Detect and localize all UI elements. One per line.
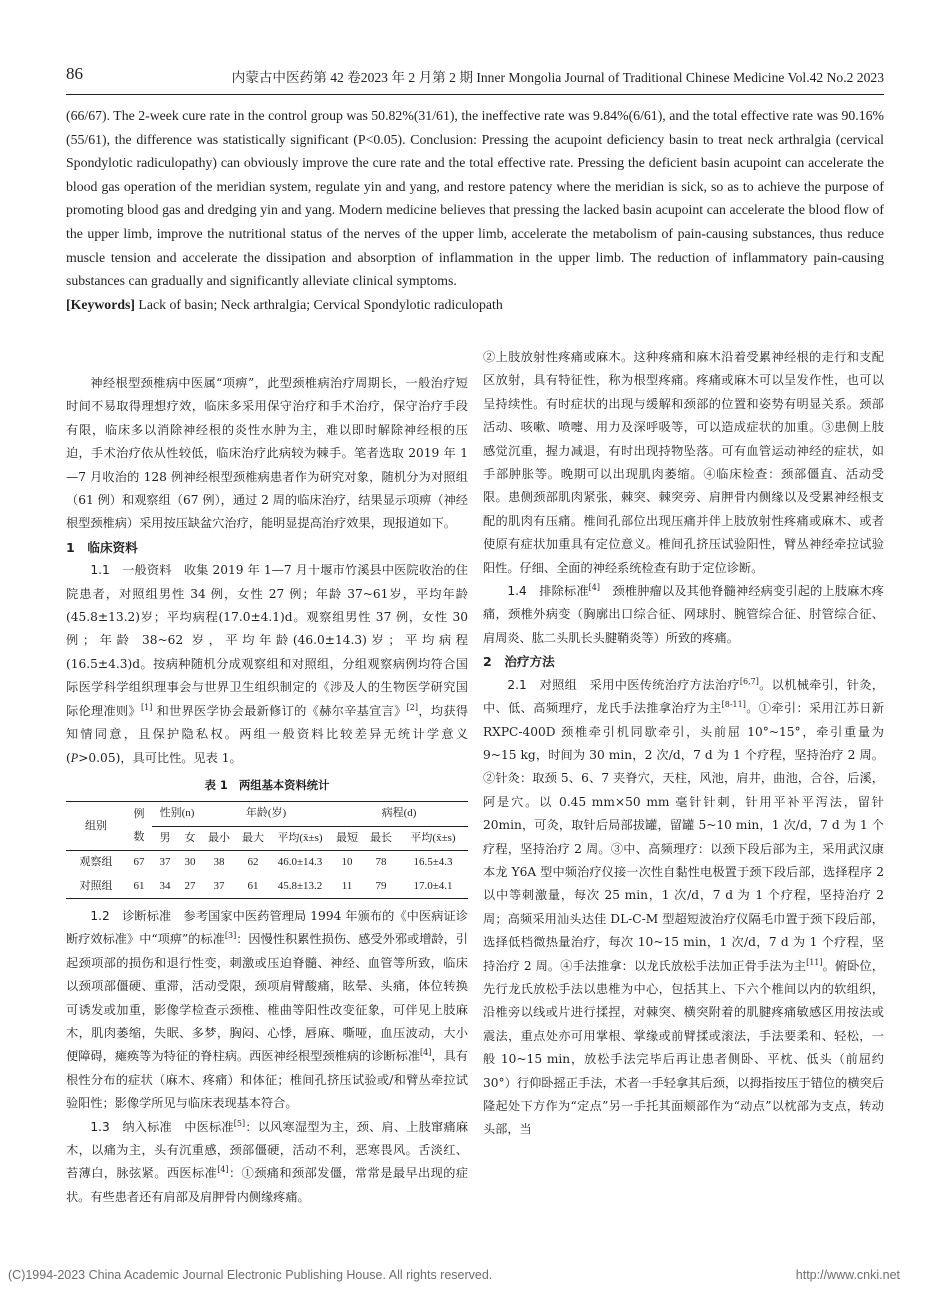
citation: [8-11] xyxy=(721,700,746,710)
text-run: 参考国家中医药管理局 1994 年颁布的《中医病证诊断疗效标准》中“项痹”的标准 xyxy=(66,908,468,947)
citation: [4] xyxy=(420,1048,432,1058)
table-row xyxy=(66,851,468,875)
citation: [5] xyxy=(233,1118,246,1128)
running-header xyxy=(66,64,884,90)
page-number: 86 xyxy=(66,64,83,83)
section-1-4 xyxy=(483,580,884,650)
copyright-text: (C)1994-2023 China Academic Journal Electronic Publishing House. All rights reserved. xyxy=(8,1268,493,1282)
table-cell: 46.0±14.3 xyxy=(277,856,323,869)
table-cell: 17.0±4.1 xyxy=(413,879,453,892)
section-1-2-heading: 1.2 诊断标准 xyxy=(90,908,172,923)
table-cell: 对照组 xyxy=(79,879,113,892)
citation: [1] xyxy=(141,702,153,712)
section-2-1 xyxy=(483,674,884,1142)
text-run: ，具有根性分布的症状（麻木、疼痛）和体征；椎间孔挤压试验或/和臂丛牵拉试验阳性；影像学所见与临床表现基本符合。 xyxy=(66,1049,469,1111)
section-1-heading: 1 临床资料 xyxy=(66,539,138,555)
text-run: 。俯卧位，先行龙氏放松手法以患椎为中心，包括其上、下六个椎间以内的软组织，沿椎旁以线或片进行揉捏，对棘突、横突附着的肌腱疼痛敏感区用按法或震法，重点处亦可用掌根、掌缘或前臂揉或滚法，手法要柔和、轻松，一般 10~15 min，放松手法完毕后再让患者侧卧、平枕、低头（前屈约 30°）行仰卧摇正手法，术者一手轻拿其后颈，以拇指按压于错位的横突后隆起处下方作为“定点”另一手托其面颊部作为“动点”以枕部为支点，转动头部，当 xyxy=(483,958,884,1137)
keywords xyxy=(66,294,884,316)
citation: [2] xyxy=(406,702,418,712)
section-1-3 xyxy=(66,1116,468,1210)
table-cell: 79 xyxy=(375,879,387,892)
keywords-label: [Keywords] xyxy=(66,297,135,312)
table-cell: 37 xyxy=(159,856,171,869)
table-cell: 11 xyxy=(341,879,353,892)
table-row xyxy=(66,875,468,899)
section-1-1 xyxy=(66,559,468,770)
col-female: 女 xyxy=(178,826,202,850)
keywords-text: Lack of basin; Neck arthralgia; Cervical Spondylotic radiculopath xyxy=(134,297,503,312)
section-1-2 xyxy=(66,905,468,1116)
col-age-min: 最小 xyxy=(202,826,236,850)
journal-title: 内蒙古中医药第 42 卷2023 年 2 月第 2 期 Inner Mongolia Journal of Traditional Chinese Medicine Vol.42 No.2 2023 xyxy=(231,70,884,85)
table-1-title: 表 1 两组基本资料统计 xyxy=(204,778,330,792)
col-group: 组别 xyxy=(66,802,126,851)
section-2-heading: 2 治疗方法 xyxy=(483,654,555,670)
text-run: ：①颈痛和颈部发僵，常常是最早出现的症状。有些患者还有肩部及肩胛骨内侧缘疼痛。 xyxy=(66,1166,469,1204)
col-male: 男 xyxy=(152,826,178,850)
col-age-max: 最大 xyxy=(236,826,270,850)
text-run: 。①牵引：采用江苏日新 RXPC-400D 颈椎牵引机同歇牵引，头前屈 10°~15°，牵引重量为 9~15 kg，时间为 30 min，2 次/d，7 d 为 1 个疗程，坚持治疗 2 周。②针灸：取颈 5、6、7 夹脊穴，天柱，风池，肩井，曲池，合谷，后溪，阿是穴。以 0.45 mm×50 mm 毫针针刺，针用平补平泻法，留针 20min，可灸，取针后局部拔罐，留罐 5~10 min，1 次/d，7 d 为 1 个疗程，坚持治疗 2 周。③中、高频理疗：以颈下段后部为主，采用武汉康本龙 Y6A 型中频治疗仪接一次性自黏性电极置于颈下段后部，选择程序 2 以中等刺激量，每次 25 min，1 次/d，7 d 为 1 个疗程，坚持治疗 2 周；高频采用汕头达佳 DL-C-M 型超短波治疗仪隔毛巾置于颈下段后部，选择低档微热量治疗，每次 10~15 min，1 次/d，7 d 为 1 个疗程，坚持治疗 2 周。④手法推拿：以龙氏放松手法加正骨手法为主 xyxy=(483,701,885,973)
table-cell: 27 xyxy=(184,879,196,892)
text-run: 。以机械牵引，针灸，中、低、高频理疗，龙氏手法推拿治疗为主 xyxy=(483,677,884,716)
citation: [3] xyxy=(224,931,237,941)
section-1-3-heading: 1.3 纳入标准 xyxy=(90,1119,172,1134)
table-cell: 61 xyxy=(247,879,259,892)
text-run: 收集 2019 年 1—7 月十堰市竹溪县中医院收治的住院患者，对照组男性 34 例，女性 27 例；年龄 37~61岁，平均年龄(45.8±13.2)岁；平均病程(17.0±4.1)d。观察组男性 37 例，女性 30 例；年龄 38~62 岁，平均年龄(46.0±14.3)岁；平均病程(16.5±4.3)d。按病种随机分成观察组和对照组，分组观察病例均符合国际医学科学组织理事会与世界卫生组织制定的《涉及人的生物医学研究国际伦理准则》 xyxy=(66,563,468,718)
col-age-mean: 平均(x̄±s) xyxy=(270,826,330,850)
table-cell: 61 xyxy=(133,879,145,892)
text-run: 和世界医学协会最新修订的《赫尔辛基宣言》 xyxy=(152,703,407,718)
text-run: 采用中医传统治疗方法治疗 xyxy=(577,677,740,692)
right-column xyxy=(483,346,884,1142)
p-symbol: P xyxy=(70,750,79,765)
col-cases: 例 xyxy=(133,807,145,820)
text-run: ：因慢性积累性损伤、感受外邪或增龄，引起颈项部的损伤和退行性变，刺激或压迫脊髓、神经、血管等所致，临床以颈项部僵硬、重滞，活动受限，颈项肩臂酸痛，眩晕、头痛，体位转换可诱发或加重，影像学检查示颈椎、椎曲等阳性改变征象，可伴见上肢麻木，肌肉萎缩，失眠、多梦，胸闷、心悸，唇麻、嘶哑，血压波动，大小便障碍，瘫痪等为特征的脊柱病。西医神经根型颈椎病的诊断标准 xyxy=(66,932,468,1064)
col-age: 年龄(岁) xyxy=(202,802,330,826)
text-run: 颈椎肿瘤以及其他脊髓神经病变引起的上肢麻木疼痛，颈椎外病变（胸廓出口综合征、网球肘、腕管综合征、肘管综合征、肩周炎、肱二头肌长头腱鞘炎等）所致的疼痛。 xyxy=(483,584,884,645)
table-cell: 观察组 xyxy=(79,856,113,869)
text-run: ，均获得知情同意，且保护隐私权。两组一般资料比较差异无统计学意义( xyxy=(66,703,469,765)
table-cell: 16.5±4.3 xyxy=(413,856,453,869)
citation: [11] xyxy=(806,957,823,967)
text-run: 中医标准 xyxy=(171,1119,234,1134)
col-course-mean: 平均(x̄±s) xyxy=(398,826,468,850)
diagnosis-continued: ②上肢放射性疼痛或麻木。这种疼痛和麻木沿着受累神经根的走行和支配区放射，具有特征性，称为根型疼痛。疼痛或麻木可以呈发作性，也可以呈持续性。有时症状的出现与缓解和颈部的位置和姿势有明显关系。颈部活动、咳嗽、喷嚏、用力及深呼吸等，可以造成症状的加重。③患侧上肢感觉沉重，握力减退，有时出现持物坠落。可有血管运动神经的症状，如手部肿胀等。晚期可以出现肌肉萎缩。④临床检查：颈部僵直、活动受限。患侧颈部肌肉紧张，棘突、棘突旁、肩胛骨内侧缘以及受累神经根支配的肌肉有压痛。椎间孔部位出现压痛并伴上肢放射性疼痛或麻木、或者使原有症状加重具有定位意义。椎间孔挤压试验阳性，臂丛神经牵拉试验阳性。仔细、全面的神经系统检查有助于定位诊断。 xyxy=(483,350,884,575)
citation: [4] xyxy=(588,583,601,592)
section-1-1-heading: 1.1 一般资料 xyxy=(90,563,172,578)
left-column xyxy=(66,372,468,1209)
col-course-long: 最长 xyxy=(364,826,398,850)
col-sex: 性别(n) xyxy=(152,802,202,826)
text-run: ：以风寒湿型为主，颈、肩、上肢窜痛麻木，以痛为主，头有沉重感，颈部僵硬，活动不利，恶寒畏风。舌淡红、苔薄白，脉弦紧。西医标准 xyxy=(66,1119,469,1181)
citation: [4] xyxy=(217,1165,229,1175)
table-cell: 30 xyxy=(184,856,196,869)
section-1-4-heading: 1.4 排除标准 xyxy=(507,584,589,599)
cnki-link[interactable]: http://www.cnki.net xyxy=(795,1268,900,1282)
table-cell: 78 xyxy=(375,856,387,869)
header-rule xyxy=(66,94,884,95)
english-abstract: (66/67). The 2-week cure rate in the control group was 50.82%(31/61), the ineffective rate was 9.84%(6/61), and the total effective rate was 90.16%(55/61), the difference was statistically significant (P<0.05). Conclusion: Pressing the acupoint deficiency basin to treat neck arthralgia (cervical Spondylotic radiculopathy) can obviously improve the cure rate and the total effective rate. Pressing the deficient basin acupoint can accelerate the blood gas operation of the meridian system, regulate yin and yang, and restore patency where the meridian is sick, so as to achieve the purpose of promoting blood gas and dredging yin and yang. Modern medicine believes that pressing the lacked basin acupoint can accelerate the blood flow of the upper limb, improve the nutritional status of the nerves of the upper limb, accelerate the metabolism of pain-causing substances, thus reduce muscle tension and accelerate the dissipation and absorption of inflammation in the upper limb. The reduction of inflammatory pain-causing substances can gradually and significantly alleviate clinical symptoms. xyxy=(66,108,884,289)
table-cell: 62 xyxy=(247,856,259,869)
table-cell: 45.8±13.2 xyxy=(277,879,323,892)
table-cell: 67 xyxy=(133,856,145,869)
table-cell: 10 xyxy=(341,856,353,869)
table-cell: 34 xyxy=(159,879,171,892)
section-2-1-heading: 2.1 对照组 xyxy=(507,677,578,692)
table-1 xyxy=(66,801,468,899)
table-cell: 38 xyxy=(213,856,225,869)
col-course-short: 最短 xyxy=(330,826,364,850)
table-cell: 37 xyxy=(213,879,225,892)
citation: [6,7] xyxy=(739,676,759,686)
col-cases-2: 数 xyxy=(126,826,152,850)
text-run: >0.05)，具可比性。见表 1。 xyxy=(78,750,242,765)
col-course: 病程(d) xyxy=(330,802,468,826)
intro-paragraph: 神经根型颈椎病中医属“项痹”，此型颈椎病治疗周期长，一般治疗短时间不易取得理想疗效，临床多采用保守治疗和手术治疗，保守治疗手段有限，临床多以消除神经根的炎性水肿为主，难以即时解除神经根的压迫，手术治疗依从性较低，临床治疗此病较为棘手。笔者选取 2019 年 1—7 月收治的 128 例神经根型颈椎病患者作为研究对象，随机分为对照组（61 例）和观察组（67 例），通过 2 周的临床治疗，结果显示项痹（神经根型颈椎病）采用按压缺盆穴治疗，能明显提高治疗效果，现报道如下。 xyxy=(66,376,468,531)
